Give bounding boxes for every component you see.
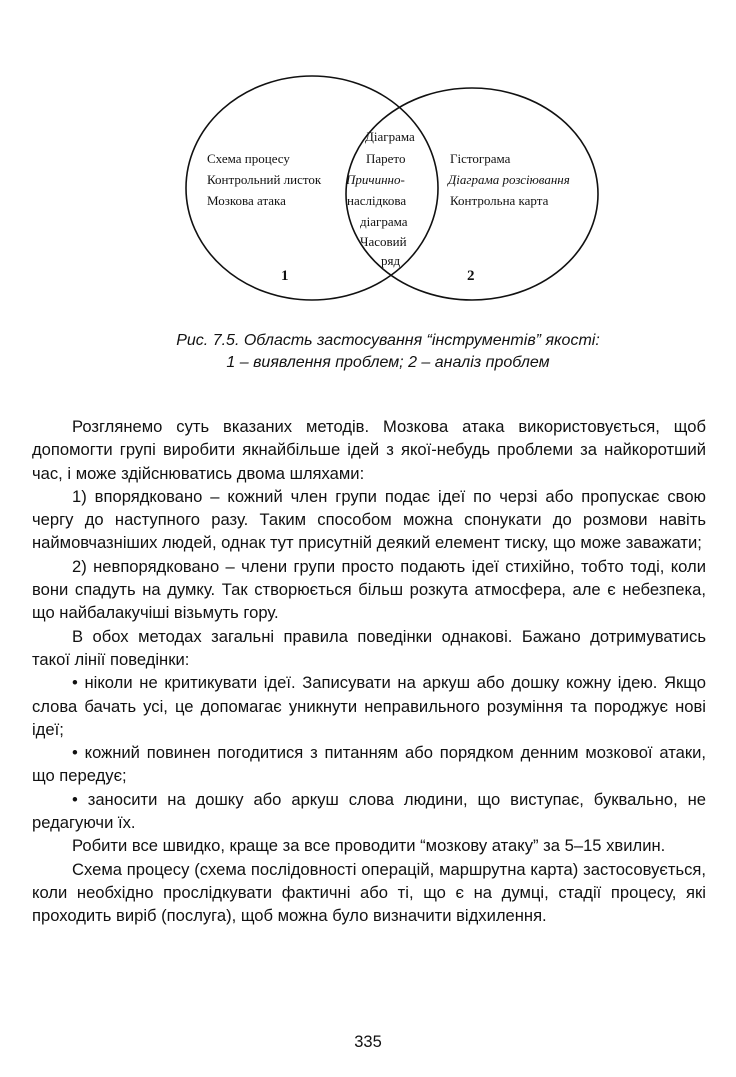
caption-line-2: 1 – виявлення проблем; 2 – аналіз проблем <box>226 354 550 371</box>
paragraph: В обох методах загальні правила поведінки однакові. Бажано дотримуватись такої лінії поведінки: <box>32 626 706 669</box>
center-item-1: Діаграма <box>365 129 415 144</box>
circle-2-number: 2 <box>467 268 475 284</box>
left-item-1: Схема процесу <box>207 151 290 166</box>
venn-diagram <box>0 0 736 320</box>
center-item-4: наслідкова <box>347 193 407 208</box>
center-item-7: ряд <box>381 253 401 268</box>
bullet-item: • ніколи не критикувати ідеї. Записувати на аркуш або дошку кожну ідею. Якщо слова бачать усі, це допомагає уникнути неправильного розуміння та породжує нові ідеї; <box>32 673 706 739</box>
paragraph: 2) невпорядковано – члени групи просто подають ідеї стихійно, тобто тоді, коли вони спадуть на думку. Так створюється більш розкута атмосфера, але є небезпека, що найбалакучіші візьмуть гору. <box>32 556 706 623</box>
paragraph: Робити все швидко, краще за все проводити “мозкову атаку” за 5–15 хвилин. <box>72 836 666 856</box>
paragraph: Схема процесу (схема послідовності операцій, маршрутна карта) застосовується, коли необхідно прослідкувати фактичні або ті, що є на думці, стадії процесу, які проходить виріб (послуга), щоб можна було визначити відхилення. <box>32 859 706 926</box>
circle-1-number: 1 <box>281 268 289 284</box>
paragraph: 1) впорядковано – кожний член групи подає ідеї по черзі або пропускає свою чергу до наступного разу. Таким способом можна спонукати до розмови навіть наймовчазніших людей, однак тут присутній деякий елемент тиску, що може заважати; <box>32 486 706 553</box>
left-item-3: Мозкова атака <box>207 193 286 208</box>
figure-caption <box>0 330 736 374</box>
bullet-item: • кожний повинен погодитися з питанням або порядком денним мозкової атаки, що передує; <box>32 743 706 786</box>
right-item-2: Діаграма розсіювання <box>448 172 570 187</box>
center-item-3: Причинно- <box>346 172 405 187</box>
right-item-3: Контрольна карта <box>450 193 549 208</box>
center-item-6: Часовий <box>360 234 407 249</box>
left-item-2: Контрольний листок <box>207 172 322 187</box>
body-text <box>32 415 706 928</box>
center-item-2: Парето <box>366 151 406 166</box>
right-item-1: Гістограма <box>450 151 511 166</box>
page-number: 335 <box>354 1033 382 1051</box>
circle-1 <box>186 76 438 300</box>
center-item-5: діаграма <box>360 214 408 229</box>
bullet-item: • заносити на дошку або аркуш слова людини, що виступає, буквально, не редагуючи їх. <box>32 789 706 833</box>
paragraph: Розглянемо суть вказаних методів. Мозкова атака використовується, щоб допомогти групі виробити якнайбільше ідей з якої-небудь проблеми за найкоротший час, і може здійснюватись двома шляхами: <box>32 417 706 483</box>
caption-line-1: Рис. 7.5. Область застосування “інструментів” якості: <box>176 332 600 349</box>
